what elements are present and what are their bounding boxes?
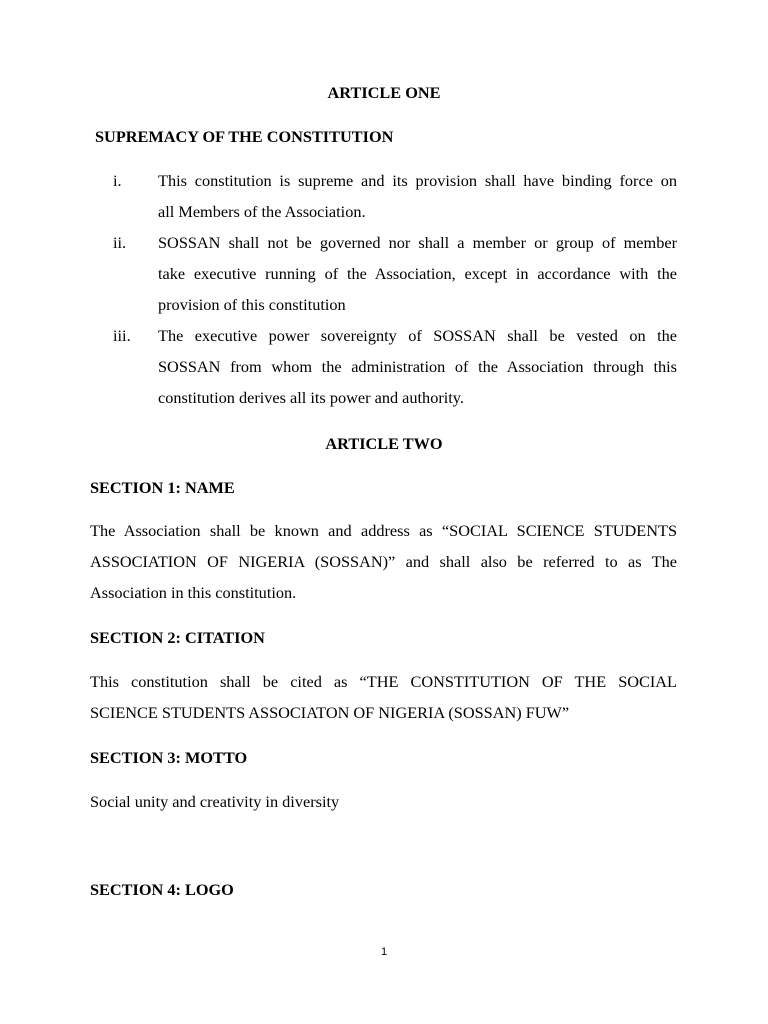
list-marker: iii. [113, 326, 131, 345]
paragraph-line: This constitution shall be cited as “THE CONSTITUTION OF THE SOCIAL [90, 672, 677, 691]
article-two-title: ARTICLE TWO [325, 434, 443, 453]
section-1-body [90, 515, 677, 608]
list-marker: ii. [113, 233, 127, 252]
list-item-line: take executive running of the Association, except in accordance with the [158, 264, 677, 283]
paragraph-line: ASSOCIATION OF NIGERIA (SOSSAN)” and shall also be referred to as The [90, 552, 677, 571]
article-one-title: ARTICLE ONE [327, 83, 441, 102]
list-item-line: constitution derives all its power and authority. [158, 388, 464, 407]
page-number: 1 [380, 946, 388, 958]
section-1-heading: SECTION 1: NAME [90, 478, 235, 497]
list-item-line: all Members of the Association. [158, 202, 366, 221]
supremacy-heading: SUPREMACY OF THE CONSTITUTION [95, 127, 394, 146]
paragraph-line: The Association shall be known and address as “SOCIAL SCIENCE STUDENTS [90, 521, 677, 540]
paragraph-line: Association in this constitution. [90, 583, 297, 602]
section-2-body [90, 666, 677, 728]
list-item [158, 165, 677, 227]
paragraph-line: SCIENCE STUDENTS ASSOCIATON OF NIGERIA (SOSSAN) FUW” [90, 703, 570, 722]
list-item [158, 227, 677, 320]
list-item [158, 320, 677, 413]
list-item-line: SOSSAN shall not be governed nor shall a member or group of member [158, 233, 677, 252]
section-3-heading: SECTION 3: MOTTO [90, 748, 248, 767]
section-2-heading: SECTION 2: CITATION [90, 628, 265, 647]
list-item-line: The executive power sovereignty of SOSSAN shall be vested on the [158, 326, 677, 345]
section-4-heading: SECTION 4: LOGO [90, 880, 234, 899]
motto-text: Social unity and creativity in diversity [90, 792, 340, 811]
list-item-line: This constitution is supreme and its provision shall have binding force on [158, 171, 677, 190]
list-item-line: provision of this constitution [158, 295, 346, 314]
list-item-line: SOSSAN from whom the administration of the Association through this [158, 357, 677, 376]
list-marker: i. [113, 171, 122, 190]
